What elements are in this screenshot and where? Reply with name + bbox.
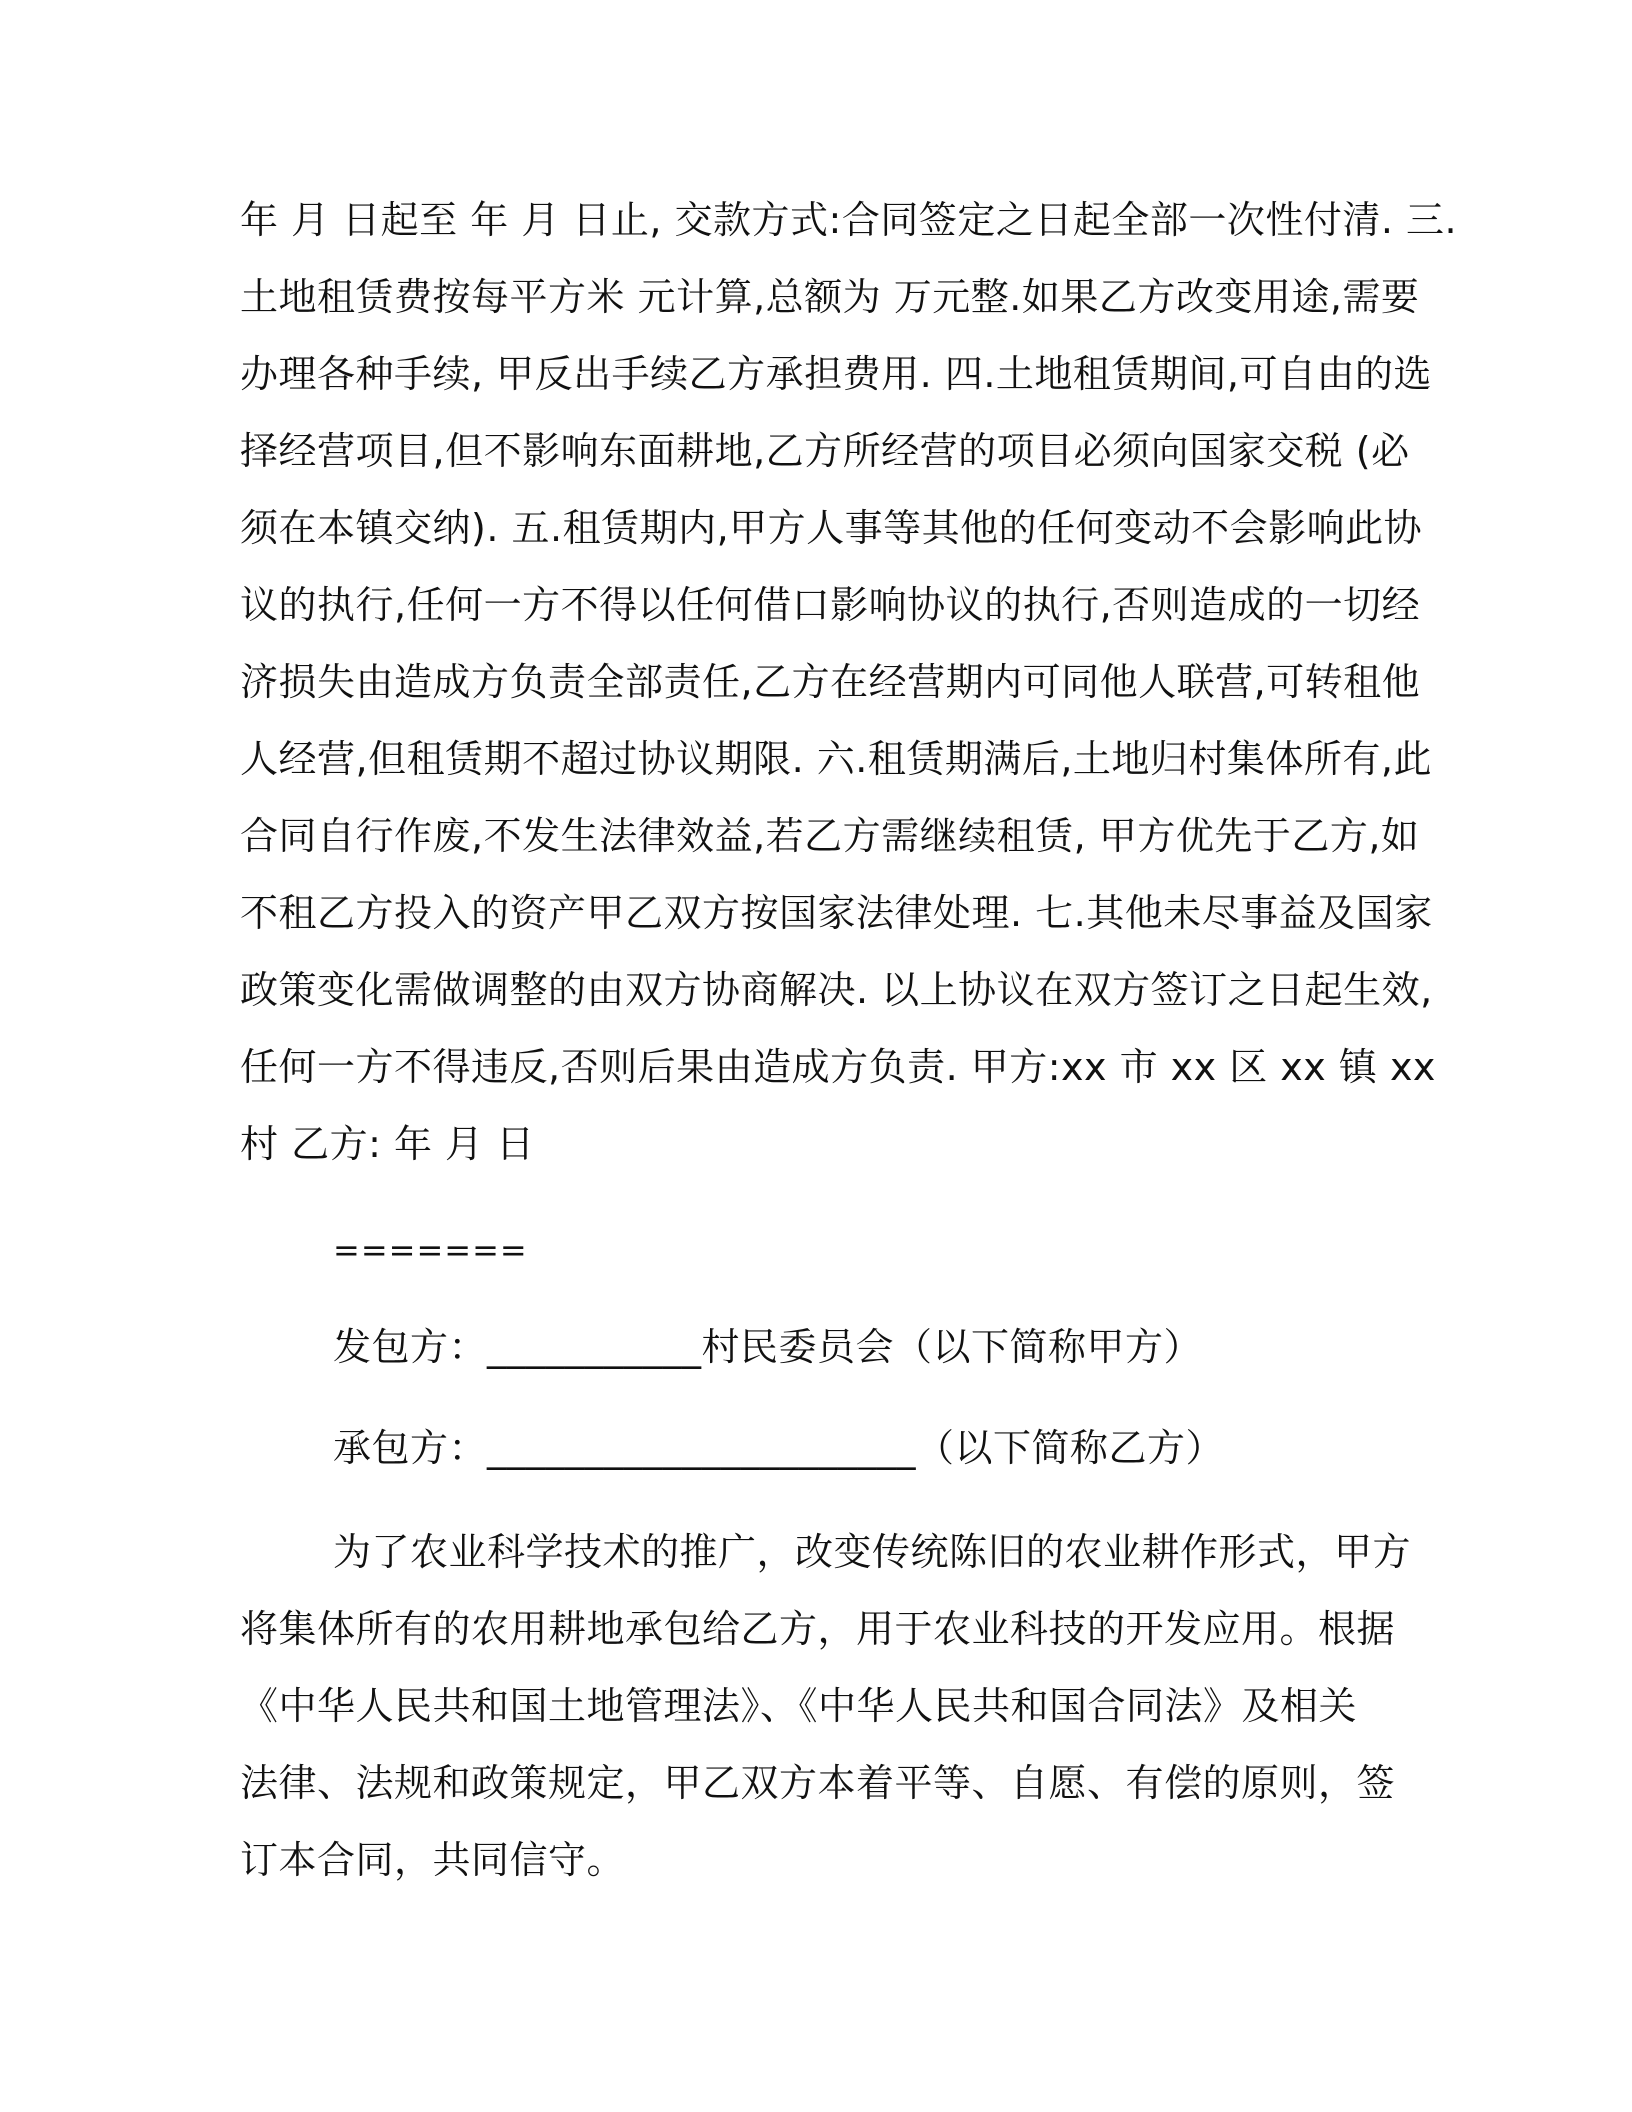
paragraph1-line-4: 择经营项目,但不影响东面耕地,乙方所经营的项目必须向国家交税 (必 <box>240 429 1410 473</box>
paragraph1-line-2: 土地租赁费按每平方米 元计算,总额为 万元整.如果乙方改变用途,需要 <box>240 275 1420 319</box>
paragraph1-line-6: 议的执行,任何一方不得以任何借口影响协议的执行,否则造成的一切经 <box>240 583 1421 627</box>
contractee-line: 承包方：______________________（以下简称乙方） <box>333 1426 1225 1470</box>
section-separator: ======= <box>333 1231 528 1269</box>
paragraph1-line-8: 人经营,但租赁期不超过协议期限. 六.租赁期满后,土地归村集体所有,此 <box>240 737 1432 781</box>
paragraph1-line-9: 合同自行作废,不发生法律效益,若乙方需继续租赁, 甲方优先于乙方,如 <box>240 814 1420 858</box>
contractor-line: 发包方：___________村民委员会（以下简称甲方） <box>333 1325 1203 1369</box>
paragraph1-line-10: 不租乙方投入的资产甲乙双方按国家法律处理. 七.其他未尽事益及国家 <box>240 891 1433 935</box>
paragraph2-line-2: 将集体所有的农用耕地承包给乙方，用于农业科技的开发应用。根据 <box>240 1607 1396 1651</box>
paragraph2-line-3: 《中华人民共和国土地管理法》、《中华人民共和国合同法》及相关 <box>240 1684 1358 1728</box>
paragraph1-line-7: 济损失由造成方负责全部责任,乙方在经营期内可同他人联营,可转租他 <box>240 660 1421 704</box>
paragraph1-line-1: 年 月 日起至 年 月 日止, 交款方式:合同签定之日起全部一次性付清. 三. <box>240 198 1458 242</box>
paragraph1-line-11: 政策变化需做调整的由双方协商解决. 以上协议在双方签订之日起生效, <box>240 968 1433 1012</box>
paragraph2-line-5: 订本合同，共同信守。 <box>240 1838 626 1882</box>
paragraph1-line-13: 村 乙方: 年 月 日 <box>240 1122 535 1166</box>
paragraph1-line-5: 须在本镇交纳). 五.租赁期内,甲方人事等其他的任何变动不会影响此协 <box>240 506 1423 550</box>
paragraph2-line-4: 法律、法规和政策规定，甲乙双方本着平等、自愿、有偿的原则，签 <box>240 1761 1396 1805</box>
paragraph1-line-12: 任何一方不得违反,否则后果由造成方负责. 甲方:xx 市 xx 区 xx 镇 xx <box>240 1045 1436 1089</box>
paragraph2-line-1: 为了农业科学技术的推广，改变传统陈旧的农业耕作形式，甲方 <box>333 1530 1412 1574</box>
paragraph1-line-3: 办理各种手续, 甲反出手续乙方承担费用. 四.土地租赁期间,可自由的选 <box>240 352 1432 396</box>
